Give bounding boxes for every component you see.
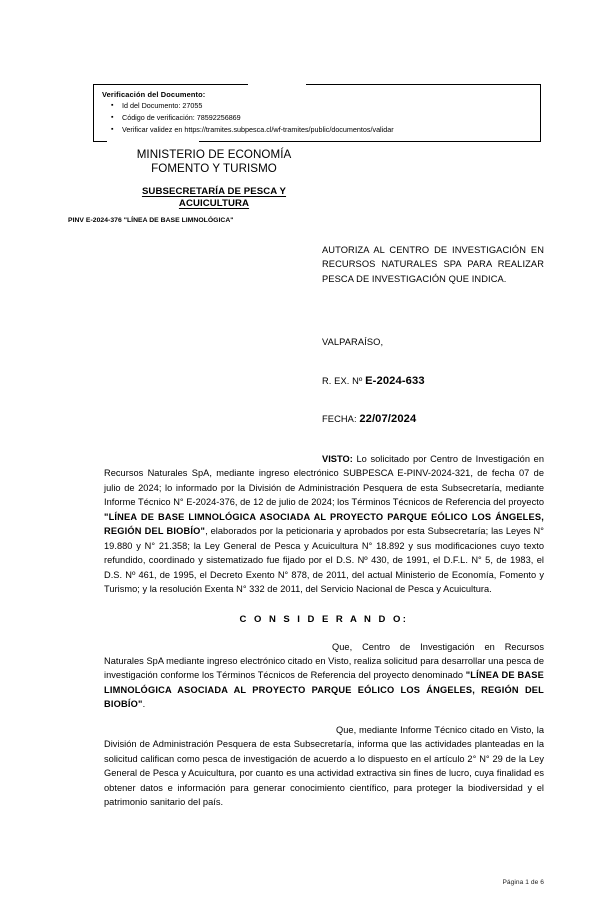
considerando-1-text-part-1: Que, Centro de Investigación en Recursos Naturales SpA mediante ingreso electrónico citado en Visto, realiza solicitud para desarrollar una pesca de investigación conforme los Términos Técnicos de Referencia del proyecto denominado — [104, 641, 544, 681]
verification-code: Código de verificación: 78592256869 — [122, 112, 241, 122]
resolution-label: R. EX. Nº — [322, 376, 363, 386]
bullet-icon: ▪ — [111, 113, 114, 121]
page-number: Página 1 de 6 — [502, 879, 544, 886]
subsecretaria-line-2: ACUICULTURA — [178, 198, 250, 210]
considerando-heading: C O N S I D E R A N D O: — [239, 613, 409, 625]
verification-url[interactable]: Verificar validez en https://tramites.subpesca.cl/wf-tramites/public/documentos/validar — [122, 124, 394, 134]
verification-heading: Verificación del Documento: — [102, 90, 206, 99]
ministry-line-1: MINISTERIO DE ECONOMÍA — [136, 148, 292, 161]
list-item — [111, 112, 534, 124]
border-gap-top — [248, 82, 306, 86]
visto-text-part-1: Lo solicitado por Centro de Investigación en Recursos Naturales SpA, mediante ingreso electrónico SUBPESCA E-PINV-2024-321, de fecha 07 de julio de 2024; lo informado por la División de Administración Pesquera de esta Subsecretaría, mediante Informe Técnico N° E-2024-376, de 12 de julio de 2024; los Términos Técnicos de Referencia del proyecto — [104, 454, 544, 508]
file-code: PINV E-2024-376 "LÍNEA DE BASE LIMNOLÓGICA" — [68, 216, 234, 224]
page-footer — [0, 879, 600, 886]
considerando-paragraph-1 — [104, 640, 544, 712]
bullet-icon: ▪ — [111, 125, 114, 133]
visto-paragraph — [104, 452, 544, 597]
document-body — [104, 452, 544, 810]
list-item — [111, 124, 534, 136]
considerando-2-text: Que, mediante Informe Técnico citado en Visto, la División de Administración Pesquera de esta Subsecretaría, informa que las actividades planteadas en la solicitud califican como pesca de investigación de acuerdo a lo dispuesto en el artículo 2° N° 29 de la Ley General de Pesca y Acuicultura, por cuanto es una actividad extractiva sin fines de lucro, cuya finalidad es obtener datos e información para generar conocimiento científico, para proteger la biodiversidad y el patrimonio sanitario del país. — [104, 724, 544, 808]
project-name-visto: "LÍNEA DE BASE LIMNOLÓGICA ASOCIADA AL PROYECTO PARQUE EÓLICO LOS ÁNGELES, REGIÓN DEL BIOBÍO" — [104, 511, 544, 537]
verification-box — [93, 84, 541, 142]
ministry-line-2: FOMENTO Y TURISMO — [151, 162, 277, 176]
subsecretaria-name — [68, 186, 360, 211]
date-value: 22/07/2024 — [359, 413, 417, 425]
date-label: FECHA: — [322, 414, 357, 424]
issue-place: VALPARAÍSO, — [322, 337, 384, 347]
resolution-number-line — [322, 375, 425, 387]
verification-document-id: Id del Documento: 27055 — [122, 101, 203, 111]
border-gap-bottom — [107, 139, 199, 143]
letterhead — [68, 148, 360, 226]
project-name-considerando: "LÍNEA DE BASE LIMNOLÓGICA ASOCIADA AL PROYECTO PARQUE EÓLICO LOS ÁNGELES, REGIÓN DEL BIOBÍO" — [104, 670, 544, 710]
verification-list — [102, 100, 534, 135]
list-item — [111, 100, 534, 112]
visto-text-part-2: , elaborados por la peticionaria y aprobados por esta Subsecretaría; las Leyes N° 19.880 y N° 21.358; la Ley General de Pesca y Acuicultura N° 18.892 y sus modificaciones cuyo texto refundido, coordinado y sistematizado fue fijado por el D.S. Nº 430, de 1991, el D.F.L. N° 5, de 1983, el D.S. Nº 461, de 1995, el Decreto Exento N° 878, de 2011, del actual Ministerio de Economía, Fomento y Turismo; y la resolución Exenta N° 332 de 2011, del Servicio Nacional de Pesca y Acuicultura. — [104, 526, 544, 595]
subsecretaria-line-1: SUBSECRETARÍA DE PESCA Y — [141, 185, 287, 197]
considerando-paragraph-2 — [104, 723, 544, 810]
bullet-icon: ▪ — [111, 102, 114, 110]
resolution-date-line — [322, 413, 416, 425]
resolution-number: E-2024-633 — [365, 375, 425, 387]
considerando-1-text-part-2: . — [142, 699, 146, 710]
subject-block: AUTORIZA AL CENTRO DE INVESTIGACIÓN EN RECURSOS NATURALES SPA PARA REALIZAR PESCA DE INVESTIGACIÓN QUE INDICA. — [322, 245, 544, 284]
visto-label: VISTO: — [322, 454, 353, 464]
